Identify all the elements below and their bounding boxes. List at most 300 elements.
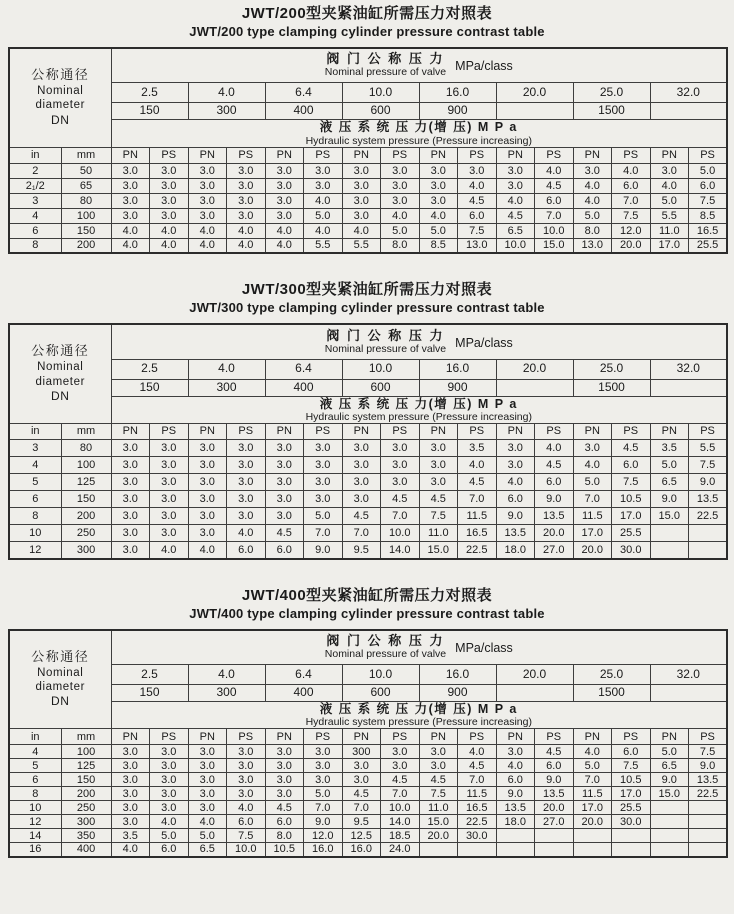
pressure-value-cell: 3.0	[265, 491, 304, 508]
pressure-value-cell: 4.0	[227, 801, 266, 815]
pressure-value-cell: 4.0	[535, 440, 574, 457]
pressure-value-cell: 4.5	[612, 440, 651, 457]
table-row	[9, 508, 727, 525]
pressure-value-cell: 9.0	[650, 491, 689, 508]
size-mm-cell: 80	[61, 440, 111, 457]
pn-header-cell: PN	[265, 729, 304, 745]
pressure-value-cell: 3.0	[111, 508, 150, 525]
pressure-value-cell: 8.5	[419, 238, 458, 253]
pressure-value-cell: 8.5	[689, 208, 728, 223]
pressure-value-cell: 9.0	[535, 491, 574, 508]
table-row	[9, 843, 727, 857]
pressure-value-cell: 3.0	[265, 773, 304, 787]
pressure-value-cell: 18.0	[496, 815, 535, 829]
mpa-value-cell: 32.0	[650, 83, 727, 103]
size-mm-cell: 300	[61, 815, 111, 829]
class-value-cell: 1500	[573, 103, 650, 120]
pressure-value-cell: 11.5	[573, 508, 612, 525]
nominal-diameter-label-en-1: Nominal	[37, 666, 84, 679]
pressure-value-cell: 4.0	[188, 223, 227, 238]
pressure-value-cell: 10.5	[612, 773, 651, 787]
pressure-value-cell: 11.5	[458, 508, 497, 525]
pressure-value-cell	[535, 843, 574, 857]
ps-header-cell: PS	[689, 424, 728, 440]
ps-header-cell: PS	[381, 729, 420, 745]
ps-header-cell: PS	[304, 424, 343, 440]
pn-header-cell: PN	[419, 729, 458, 745]
table-title-chinese: JWT/300型夹紧油缸所需压力对照表	[241, 281, 493, 299]
pressure-value-cell: 300	[342, 745, 381, 759]
size-mm-cell: 150	[61, 773, 111, 787]
pressure-value-cell: 5.0	[573, 474, 612, 491]
pressure-value-cell: 7.0	[612, 193, 651, 208]
pressure-value-cell: 4.0	[111, 223, 150, 238]
pressure-value-cell: 3.0	[381, 440, 420, 457]
pressure-value-cell: 3.0	[111, 491, 150, 508]
pressure-value-cell: 6.0	[689, 178, 728, 193]
nominal-diameter-label-en-2: diameter	[35, 681, 86, 694]
class-value-cell: 1500	[573, 379, 650, 396]
pressure-value-cell: 3.0	[265, 440, 304, 457]
hydraulic-pressure-label-zh: 液 压 系 统 压 力(增 压) M P a	[319, 702, 518, 717]
pressure-value-cell: 3.0	[188, 508, 227, 525]
pressure-value-cell: 6.0	[458, 208, 497, 223]
ps-header-cell: PS	[381, 147, 420, 163]
class-value-cell	[650, 103, 727, 120]
pressure-value-cell: 10.0	[381, 525, 420, 542]
pressure-value-cell: 4.0	[188, 815, 227, 829]
size-mm-cell: 65	[61, 178, 111, 193]
pressure-value-cell: 20.0	[419, 829, 458, 843]
pressure-value-cell: 7.0	[381, 508, 420, 525]
table-row	[9, 457, 727, 474]
size-mm-cell: 300	[61, 542, 111, 559]
pressure-value-cell: 17.0	[612, 787, 651, 801]
pressure-value-cell: 3.0	[227, 773, 266, 787]
pressure-value-cell: 16.5	[458, 801, 497, 815]
table-row	[9, 193, 727, 208]
table-row	[9, 829, 727, 843]
pressure-value-cell: 7.0	[342, 801, 381, 815]
pressure-value-cell: 3.0	[188, 491, 227, 508]
mpa-value-cell: 20.0	[496, 83, 573, 103]
pn-header-cell: PN	[111, 147, 150, 163]
mpa-value-cell: 20.0	[496, 359, 573, 379]
valve-pressure-unit-label: MPa/class	[455, 641, 513, 656]
valve-pressure-header	[111, 630, 727, 665]
mpa-value-cell: 6.4	[265, 83, 342, 103]
pressure-value-cell: 7.5	[419, 508, 458, 525]
pressure-value-cell: 4.5	[381, 773, 420, 787]
pressure-value-cell	[496, 829, 535, 843]
pressure-value-cell: 15.0	[650, 508, 689, 525]
nominal-diameter-label-en-2: diameter	[35, 375, 86, 388]
class-value-cell: 150	[111, 379, 188, 396]
size-in-cell: 3	[9, 193, 61, 208]
pressure-table	[8, 323, 728, 559]
class-value-cell	[496, 379, 573, 396]
pressure-value-cell: 8.0	[265, 829, 304, 843]
pressure-value-cell: 3.0	[573, 440, 612, 457]
pressure-value-cell: 3.0	[265, 508, 304, 525]
ps-header-cell: PS	[150, 424, 189, 440]
pressure-value-cell: 4.5	[265, 801, 304, 815]
pressure-value-cell: 5.0	[650, 745, 689, 759]
pressure-value-cell: 4.0	[419, 208, 458, 223]
pressure-value-cell: 6.5	[650, 759, 689, 773]
pressure-value-cell: 3.0	[150, 193, 189, 208]
mpa-value-cell: 6.4	[265, 359, 342, 379]
pressure-value-cell: 3.0	[111, 773, 150, 787]
size-mm-cell: 350	[61, 829, 111, 843]
size-in-cell: 5	[9, 474, 61, 491]
pressure-value-cell: 13.5	[535, 787, 574, 801]
pressure-value-cell: 3.0	[265, 178, 304, 193]
pressure-value-cell: 3.0	[265, 474, 304, 491]
pressure-value-cell: 25.5	[689, 238, 728, 253]
pressure-value-cell: 17.0	[650, 238, 689, 253]
ps-header-cell: PS	[535, 729, 574, 745]
pressure-value-cell: 3.0	[304, 759, 343, 773]
pressure-value-cell: 3.0	[111, 759, 150, 773]
pressure-value-cell: 4.0	[227, 223, 266, 238]
hydraulic-pressure-header	[111, 702, 727, 729]
size-in-cell: 8	[9, 238, 61, 253]
class-value-cell: 300	[188, 685, 265, 702]
pressure-value-cell: 27.0	[535, 815, 574, 829]
nominal-diameter-label-dn: DN	[50, 389, 70, 404]
pressure-value-cell: 3.0	[227, 491, 266, 508]
pn-header-cell: PN	[265, 147, 304, 163]
class-value-cell: 400	[265, 685, 342, 702]
pressure-value-cell: 3.5	[650, 440, 689, 457]
class-value-cell: 300	[188, 103, 265, 120]
pressure-value-cell: 3.0	[342, 491, 381, 508]
ps-header-cell: PS	[150, 729, 189, 745]
pressure-value-cell: 4.0	[535, 163, 574, 178]
mpa-value-cell: 32.0	[650, 359, 727, 379]
hydraulic-pressure-row	[9, 120, 727, 147]
nominal-diameter-label-dn: DN	[50, 694, 70, 709]
pressure-value-cell: 3.0	[111, 745, 150, 759]
pressure-value-cell: 12.0	[304, 829, 343, 843]
pressure-value-cell: 3.0	[150, 525, 189, 542]
nominal-diameter-header	[9, 48, 111, 147]
pressure-value-cell: 3.0	[111, 815, 150, 829]
col-header-in: in	[9, 424, 61, 440]
pressure-value-cell: 10.5	[265, 843, 304, 857]
size-in-cell: 8	[9, 787, 61, 801]
pressure-value-cell: 9.0	[304, 542, 343, 559]
nominal-diameter-label-en-2: diameter	[35, 99, 86, 112]
mpa-value-cell: 20.0	[496, 665, 573, 685]
size-mm-cell: 100	[61, 457, 111, 474]
pressure-value-cell: 4.0	[227, 238, 266, 253]
pressure-value-cell: 3.0	[188, 474, 227, 491]
pressure-value-cell: 10.5	[612, 491, 651, 508]
pressure-value-cell: 9.0	[650, 773, 689, 787]
mpa-value-cell: 6.4	[265, 665, 342, 685]
pressure-value-cell: 3.5	[458, 440, 497, 457]
pressure-value-cell: 3.0	[496, 440, 535, 457]
class-value-cell: 600	[342, 685, 419, 702]
size-mm-cell: 50	[61, 163, 111, 178]
pressure-value-cell: 3.0	[265, 457, 304, 474]
pressure-value-cell: 17.0	[612, 508, 651, 525]
pressure-value-cell	[650, 829, 689, 843]
class-values-row	[9, 103, 727, 120]
pressure-value-cell	[689, 801, 728, 815]
pressure-value-cell: 5.0	[188, 829, 227, 843]
pressure-value-cell: 3.0	[188, 759, 227, 773]
pressure-value-cell: 3.0	[227, 745, 266, 759]
pressure-value-cell: 4.0	[150, 815, 189, 829]
ps-header-cell: PS	[381, 424, 420, 440]
pressure-value-cell: 4.0	[150, 223, 189, 238]
pressure-table-body	[9, 745, 727, 857]
size-mm-cell: 200	[61, 508, 111, 525]
pressure-value-cell: 3.0	[265, 787, 304, 801]
pressure-value-cell: 5.0	[150, 829, 189, 843]
pressure-value-cell: 11.0	[419, 801, 458, 815]
mpa-value-cell: 25.0	[573, 359, 650, 379]
pressure-value-cell	[612, 843, 651, 857]
pressure-value-cell: 7.5	[419, 787, 458, 801]
pressure-value-cell: 5.0	[304, 208, 343, 223]
pressure-value-cell: 13.5	[535, 508, 574, 525]
nominal-diameter-label-zh: 公称通径	[31, 343, 90, 359]
pressure-value-cell: 6.0	[535, 474, 574, 491]
size-in-cell: 12	[9, 815, 61, 829]
pressure-value-cell: 7.5	[689, 745, 728, 759]
pressure-value-cell: 6.5	[650, 474, 689, 491]
pressure-value-cell: 5.0	[381, 223, 420, 238]
pressure-value-cell: 16.0	[304, 843, 343, 857]
pn-header-cell: PN	[419, 424, 458, 440]
ps-header-cell: PS	[535, 424, 574, 440]
mpa-value-cell: 25.0	[573, 83, 650, 103]
pressure-value-cell: 3.5	[111, 829, 150, 843]
pressure-table-section-jwt300	[8, 281, 726, 559]
ps-header-cell: PS	[458, 424, 497, 440]
valve-pressure-label-zh: 阀 门 公 称 压 力	[326, 633, 445, 649]
pressure-value-cell: 3.0	[111, 440, 150, 457]
nominal-diameter-label-dn: DN	[50, 112, 70, 127]
pressure-value-cell: 4.5	[381, 491, 420, 508]
mpa-value-cell: 32.0	[650, 665, 727, 685]
class-values-row	[9, 379, 727, 396]
pressure-value-cell: 6.0	[496, 773, 535, 787]
pressure-value-cell: 3.0	[265, 745, 304, 759]
column-header-row	[9, 424, 727, 440]
pressure-value-cell: 3.0	[227, 787, 266, 801]
pressure-value-cell: 3.0	[188, 773, 227, 787]
pressure-value-cell: 3.0	[304, 457, 343, 474]
pressure-value-cell: 9.5	[342, 815, 381, 829]
pressure-value-cell: 3.0	[381, 759, 420, 773]
table-row	[9, 238, 727, 253]
class-value-cell: 400	[265, 379, 342, 396]
pressure-value-cell: 3.0	[227, 759, 266, 773]
pressure-value-cell: 3.0	[304, 491, 343, 508]
pressure-value-cell: 3.0	[150, 457, 189, 474]
pressure-value-cell: 4.0	[496, 193, 535, 208]
pressure-value-cell: 7.5	[612, 474, 651, 491]
size-in-cell: 2	[9, 163, 61, 178]
pressure-value-cell: 13.5	[689, 773, 728, 787]
pressure-value-cell: 6.5	[496, 223, 535, 238]
pressure-value-cell: 3.0	[188, 193, 227, 208]
pressure-value-cell: 4.0	[573, 457, 612, 474]
size-in-cell: 14	[9, 829, 61, 843]
pressure-value-cell: 3.0	[342, 208, 381, 223]
column-header-row	[9, 729, 727, 745]
mpa-value-cell: 2.5	[111, 83, 188, 103]
pressure-value-cell: 6.0	[227, 542, 266, 559]
valve-pressure-label-en: Nominal pressure of valve	[324, 647, 447, 660]
table-row	[9, 801, 727, 815]
pressure-value-cell: 15.0	[650, 787, 689, 801]
pressure-value-cell: 20.0	[535, 525, 574, 542]
pressure-value-cell: 20.0	[573, 542, 612, 559]
pressure-value-cell: 7.0	[304, 525, 343, 542]
pressure-value-cell	[612, 829, 651, 843]
pressure-value-cell: 10.0	[227, 843, 266, 857]
pressure-value-cell	[496, 843, 535, 857]
pressure-value-cell: 4.0	[265, 238, 304, 253]
pressure-value-cell: 7.0	[458, 491, 497, 508]
pressure-value-cell: 3.0	[111, 542, 150, 559]
pressure-value-cell: 3.0	[496, 178, 535, 193]
pressure-value-cell: 3.0	[188, 745, 227, 759]
pressure-value-cell	[689, 829, 728, 843]
pn-header-cell: PN	[573, 424, 612, 440]
pressure-value-cell: 10.0	[535, 223, 574, 238]
pressure-value-cell: 6.0	[265, 542, 304, 559]
pressure-value-cell: 5.5	[342, 238, 381, 253]
pressure-value-cell: 16.0	[342, 843, 381, 857]
pressure-value-cell: 4.0	[304, 223, 343, 238]
pressure-value-cell: 9.5	[342, 542, 381, 559]
pressure-value-cell: 12.5	[342, 829, 381, 843]
pressure-value-cell: 6.0	[535, 759, 574, 773]
pn-header-cell: PN	[496, 424, 535, 440]
size-mm-cell: 250	[61, 801, 111, 815]
pressure-value-cell: 4.5	[535, 178, 574, 193]
pressure-value-cell: 4.0	[650, 178, 689, 193]
nominal-diameter-header	[9, 324, 111, 423]
pressure-value-cell: 3.0	[188, 457, 227, 474]
pressure-value-cell: 16.5	[689, 223, 728, 238]
pn-header-cell: PN	[111, 729, 150, 745]
pressure-value-cell: 3.0	[381, 457, 420, 474]
ps-header-cell: PS	[227, 147, 266, 163]
table-row	[9, 474, 727, 491]
size-in-cell: 6	[9, 223, 61, 238]
pressure-value-cell: 3.0	[381, 178, 420, 193]
table-row	[9, 491, 727, 508]
pressure-value-cell: 3.0	[381, 193, 420, 208]
pressure-value-cell: 4.0	[496, 759, 535, 773]
valve-pressure-label-zh: 阀 门 公 称 压 力	[326, 327, 445, 343]
pressure-value-cell: 4.0	[265, 223, 304, 238]
pressure-value-cell: 3.0	[342, 457, 381, 474]
pressure-value-cell: 14.0	[381, 815, 420, 829]
pressure-value-cell: 16.5	[458, 525, 497, 542]
pressure-value-cell: 7.0	[381, 787, 420, 801]
pressure-value-cell: 20.0	[535, 801, 574, 815]
size-in-cell: 3	[9, 440, 61, 457]
pressure-value-cell: 3.0	[381, 163, 420, 178]
pressure-value-cell: 3.0	[304, 745, 343, 759]
mpa-value-cell: 10.0	[342, 665, 419, 685]
pressure-value-cell: 10.0	[496, 238, 535, 253]
pressure-value-cell: 7.5	[689, 457, 728, 474]
hydraulic-pressure-label-zh: 液 压 系 统 压 力(增 压) M P a	[319, 396, 518, 411]
class-value-cell: 150	[111, 103, 188, 120]
hydraulic-pressure-label-en: Hydraulic system pressure (Pressure increasing)	[305, 134, 532, 147]
pressure-value-cell	[573, 829, 612, 843]
pressure-table-section-jwt200	[8, 5, 726, 254]
class-value-cell: 600	[342, 103, 419, 120]
pressure-value-cell: 11.5	[573, 787, 612, 801]
mpa-values-row	[9, 83, 727, 103]
pressure-value-cell: 4.0	[342, 223, 381, 238]
size-in-cell: 8	[9, 508, 61, 525]
pressure-value-cell: 7.5	[612, 208, 651, 223]
pressure-value-cell: 9.0	[304, 815, 343, 829]
pressure-value-cell: 5.0	[573, 208, 612, 223]
pressure-value-cell: 7.0	[573, 773, 612, 787]
pressure-value-cell: 3.0	[342, 193, 381, 208]
hydraulic-pressure-header	[111, 120, 727, 147]
pressure-value-cell: 4.0	[573, 193, 612, 208]
hydraulic-pressure-header	[111, 396, 727, 423]
pressure-value-cell: 3.0	[150, 508, 189, 525]
class-value-cell: 300	[188, 379, 265, 396]
mpa-values-row	[9, 359, 727, 379]
valve-pressure-row	[9, 48, 727, 83]
size-mm-cell: 250	[61, 525, 111, 542]
pressure-value-cell: 13.5	[496, 801, 535, 815]
pressure-value-cell: 3.0	[150, 787, 189, 801]
pressure-value-cell: 3.0	[188, 525, 227, 542]
class-value-cell	[496, 685, 573, 702]
pressure-value-cell: 3.0	[150, 163, 189, 178]
size-mm-cell: 200	[61, 238, 111, 253]
valve-pressure-header	[111, 48, 727, 83]
class-value-cell: 600	[342, 379, 419, 396]
pressure-value-cell: 3.0	[573, 163, 612, 178]
pressure-value-cell: 4.0	[188, 238, 227, 253]
size-mm-cell: 80	[61, 193, 111, 208]
pressure-value-cell	[573, 843, 612, 857]
pressure-value-cell: 3.0	[111, 787, 150, 801]
pressure-value-cell: 4.5	[342, 787, 381, 801]
pressure-value-cell: 3.0	[304, 163, 343, 178]
pressure-value-cell: 3.0	[458, 163, 497, 178]
class-value-cell	[650, 685, 727, 702]
pn-header-cell: PN	[188, 729, 227, 745]
table-row	[9, 208, 727, 223]
pressure-value-cell: 9.0	[689, 759, 728, 773]
pressure-value-cell	[650, 815, 689, 829]
nominal-diameter-label-en-1: Nominal	[37, 361, 84, 374]
size-in-cell: 4	[9, 457, 61, 474]
nominal-diameter-label-en-1: Nominal	[37, 85, 84, 98]
class-value-cell: 150	[111, 685, 188, 702]
table-title-chinese: JWT/400型夹紧油缸所需压力对照表	[241, 586, 493, 604]
